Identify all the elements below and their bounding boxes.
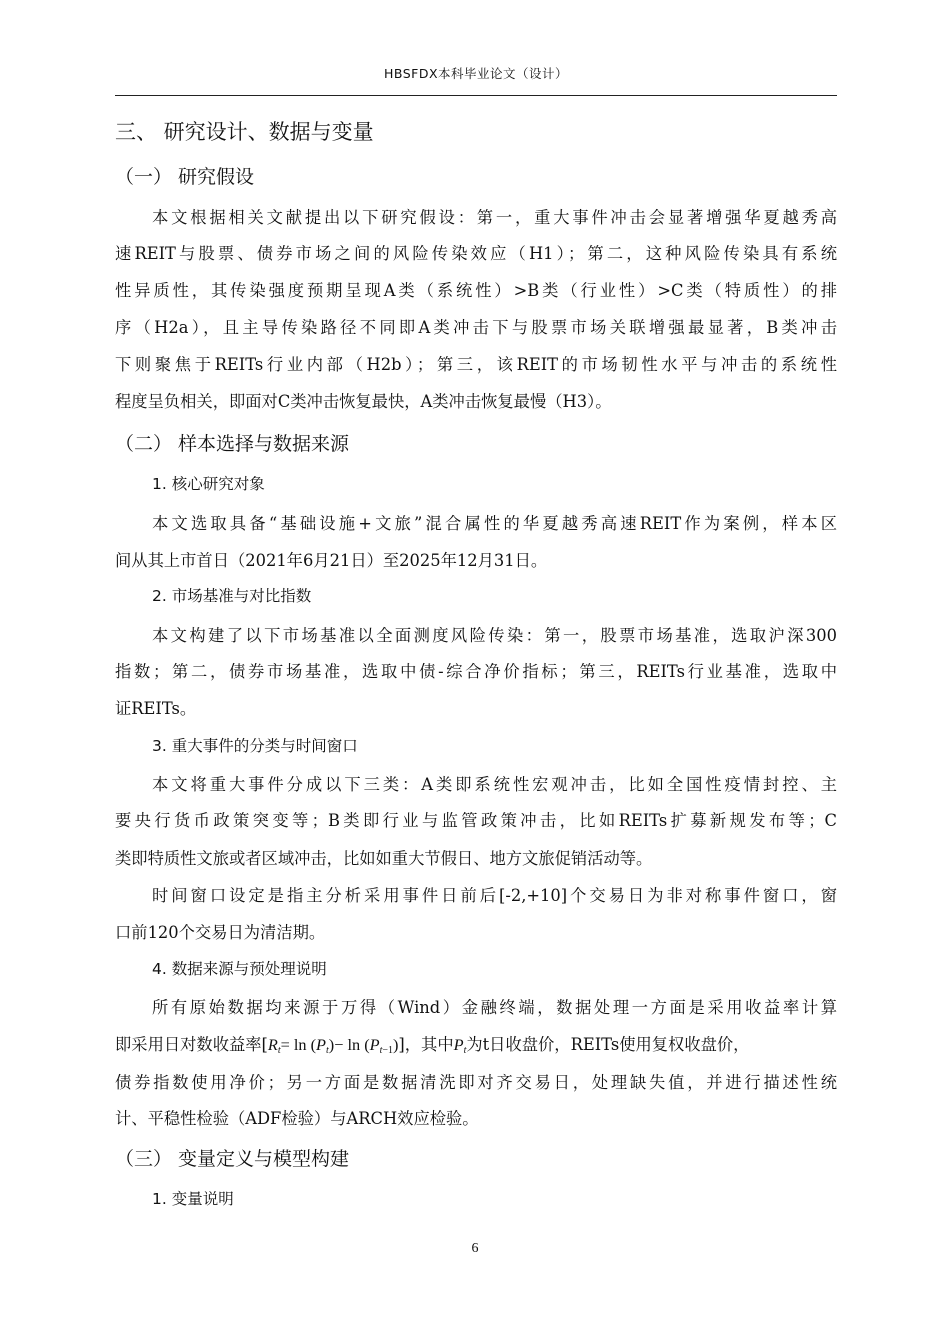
paragraph-line-formula [115, 1031, 837, 1055]
formula-prefix-text: 即采用日对数收益率[ [115, 1035, 268, 1054]
paragraph-line: 间从其上市首日（2021年6月21日）至2025年12月31日。 [115, 551, 548, 570]
subsection-heading-hypotheses: （一） 研究假设 [115, 166, 255, 188]
paragraph-line: 本文构建了以下市场基准以全面测度风险传染：第一，股票市场基准，选取沪深300 [152, 626, 837, 645]
paragraph-line: 要央行货币政策突变等；B类即行业与监管政策冲击，比如REITs扩募新规发布等；C [115, 811, 837, 830]
paragraph-line: 类即特质性文旅或者区域冲击，比如如重大节假日、地方文旅促销活动等。 [115, 849, 653, 868]
paragraph-line: 本文根据相关文献提出以下研究假设：第一，重大事件冲击会显著增强华夏越秀高 [152, 208, 837, 227]
subsection-heading-sample: （二） 样本选择与数据来源 [115, 433, 350, 455]
paragraph-line: 速REIT与股票、债券市场之间的风险传染效应（H1）；第二，这种风险传染具有系统 [115, 244, 837, 263]
item-heading: 1. 变量说明 [152, 1190, 234, 1208]
header-rule [115, 95, 837, 96]
log-return-formula: $R_t= \ln (P_t)- \ln (P_{t-1})$ [267, 1035, 399, 1056]
paragraph-line: 本文将重大事件分成以下三类：A类即系统性宏观冲击，比如全国性疫情封控、主 [152, 775, 837, 794]
paragraph-line: 性异质性，其传染强度预期呈现A类（系统性）>B类（行业性）>C类（特质性）的排 [115, 281, 837, 300]
item-heading: 3. 重大事件的分类与时间窗口 [152, 737, 358, 755]
paragraph-line: 计、平稳性检验（ADF检验）与ARCH效应检验。 [115, 1109, 479, 1128]
section-heading: 三、 研究设计、数据与变量 [115, 120, 374, 144]
formula-tail-text: 为t日收盘价，REITs使用复权收盘价， [466, 1035, 750, 1054]
price-symbol: $P_t$ [453, 1035, 467, 1056]
paragraph-line: 程度呈负相关，即面对C类冲击恢复最快，A类冲击恢复最慢（H3）。 [115, 392, 612, 411]
paragraph-line: 所有原始数据均来源于万得（Wind）金融终端，数据处理一方面是采用收益率计算 [152, 998, 837, 1017]
paragraph-line: 口前120个交易日为清洁期。 [115, 923, 326, 942]
item-heading: 1. 核心研究对象 [152, 475, 265, 493]
paragraph-line: 证REITs。 [115, 699, 197, 718]
running-header: HBSFDX本科毕业论文（设计） [383, 66, 569, 81]
paragraph-line: 指数；第二，债券市场基准，选取中债-综合净价指标；第三，REITs行业基准，选取中 [115, 662, 837, 681]
paragraph-line: 本文选取具备“基础设施+文旅”混合属性的华夏越秀高速REIT作为案例，样本区 [152, 514, 837, 533]
item-heading: 2. 市场基准与对比指数 [152, 587, 312, 605]
paragraph-line: 下则聚焦于REITs行业内部（H2b）；第三，该REIT的市场韧性水平与冲击的系统性 [115, 355, 837, 374]
subsection-heading-variables: （三） 变量定义与模型构建 [115, 1148, 350, 1170]
formula-suffix-text: ]，其中 [398, 1035, 454, 1054]
item-heading: 4. 数据来源与预处理说明 [152, 960, 327, 978]
paragraph-line: 时间窗口设定是指主分析采用事件日前后[-2,+10]个交易日为非对称事件窗口，窗 [152, 886, 837, 905]
paragraph-line: 序（H2a），且主导传染路径不同即A类冲击下与股票市场关联增强最显著，B类冲击 [115, 318, 837, 337]
page-number: 6 [471, 1241, 479, 1256]
paragraph-line: 债券指数使用净价；另一方面是数据清洗即对齐交易日，处理缺失值，并进行描述性统 [115, 1073, 837, 1092]
